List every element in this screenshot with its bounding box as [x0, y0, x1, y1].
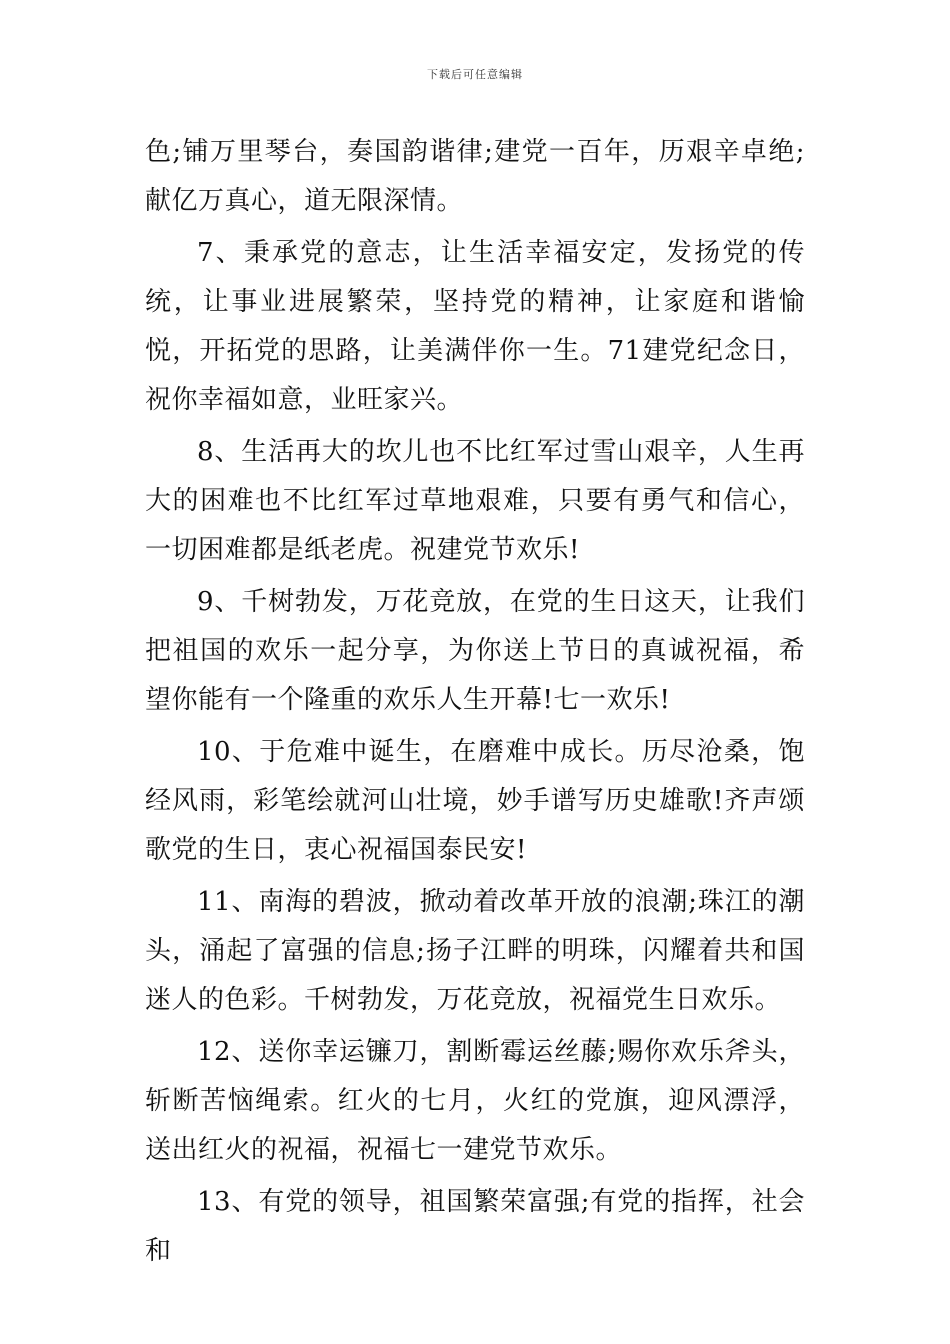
paragraph-item-11: 11、南海的碧波，掀动着改革开放的浪潮;珠江的潮头，涌起了富强的信息;扬子江畔的明珠，闪耀着共和国迷人的色彩。千树勃发，万花竞放，祝福党生日欢乐。	[145, 887, 805, 1015]
paragraph-item-8: 8、生活再大的坎儿也不比红军过雪山艰辛，人生再大的困难也不比红军过草地艰难，只要有勇气和信心，一切困难都是纸老虎。祝建党节欢乐!	[145, 437, 805, 565]
page-header-note: 下载后可任意编辑	[427, 68, 523, 81]
paragraph-item-7: 7、秉承党的意志，让生活幸福安定，发扬党的传统，让事业进展繁荣，坚持党的精神，让家庭和谐愉悦，开拓党的思路，让美满伴你一生。71建党纪念日，祝你幸福如意，业旺家兴。	[145, 238, 805, 415]
paragraph-item-9: 9、千树勃发，万花竞放，在党的生日这天，让我们把祖国的欢乐一起分享，为你送上节日的真诚祝福，希望你能有一个隆重的欢乐人生开幕!七一欢乐!	[145, 587, 805, 715]
paragraph-continuation: 色;铺万里琴台，奏国韵谐律;建党一百年，历艰辛卓绝;献亿万真心，道无限深情。	[145, 137, 805, 216]
paragraph-item-12: 12、送你幸运镰刀，割断霉运丝藤;赐你欢乐斧头，斩断苦恼绳索。红火的七月，火红的党旗，迎风漂浮，送出红火的祝福，祝福七一建党节欢乐。	[145, 1037, 805, 1165]
paragraph-item-10: 10、于危难中诞生，在磨难中成长。历尽沧桑，饱经风雨，彩笔绘就河山壮境，妙手谱写历史雄歌!齐声颂歌党的生日，衷心祝福国泰民安!	[145, 737, 805, 865]
paragraph-item-13: 13、有党的领导，祖国繁荣富强;有党的指挥，社会和	[145, 1187, 805, 1266]
document-body	[145, 128, 805, 1279]
